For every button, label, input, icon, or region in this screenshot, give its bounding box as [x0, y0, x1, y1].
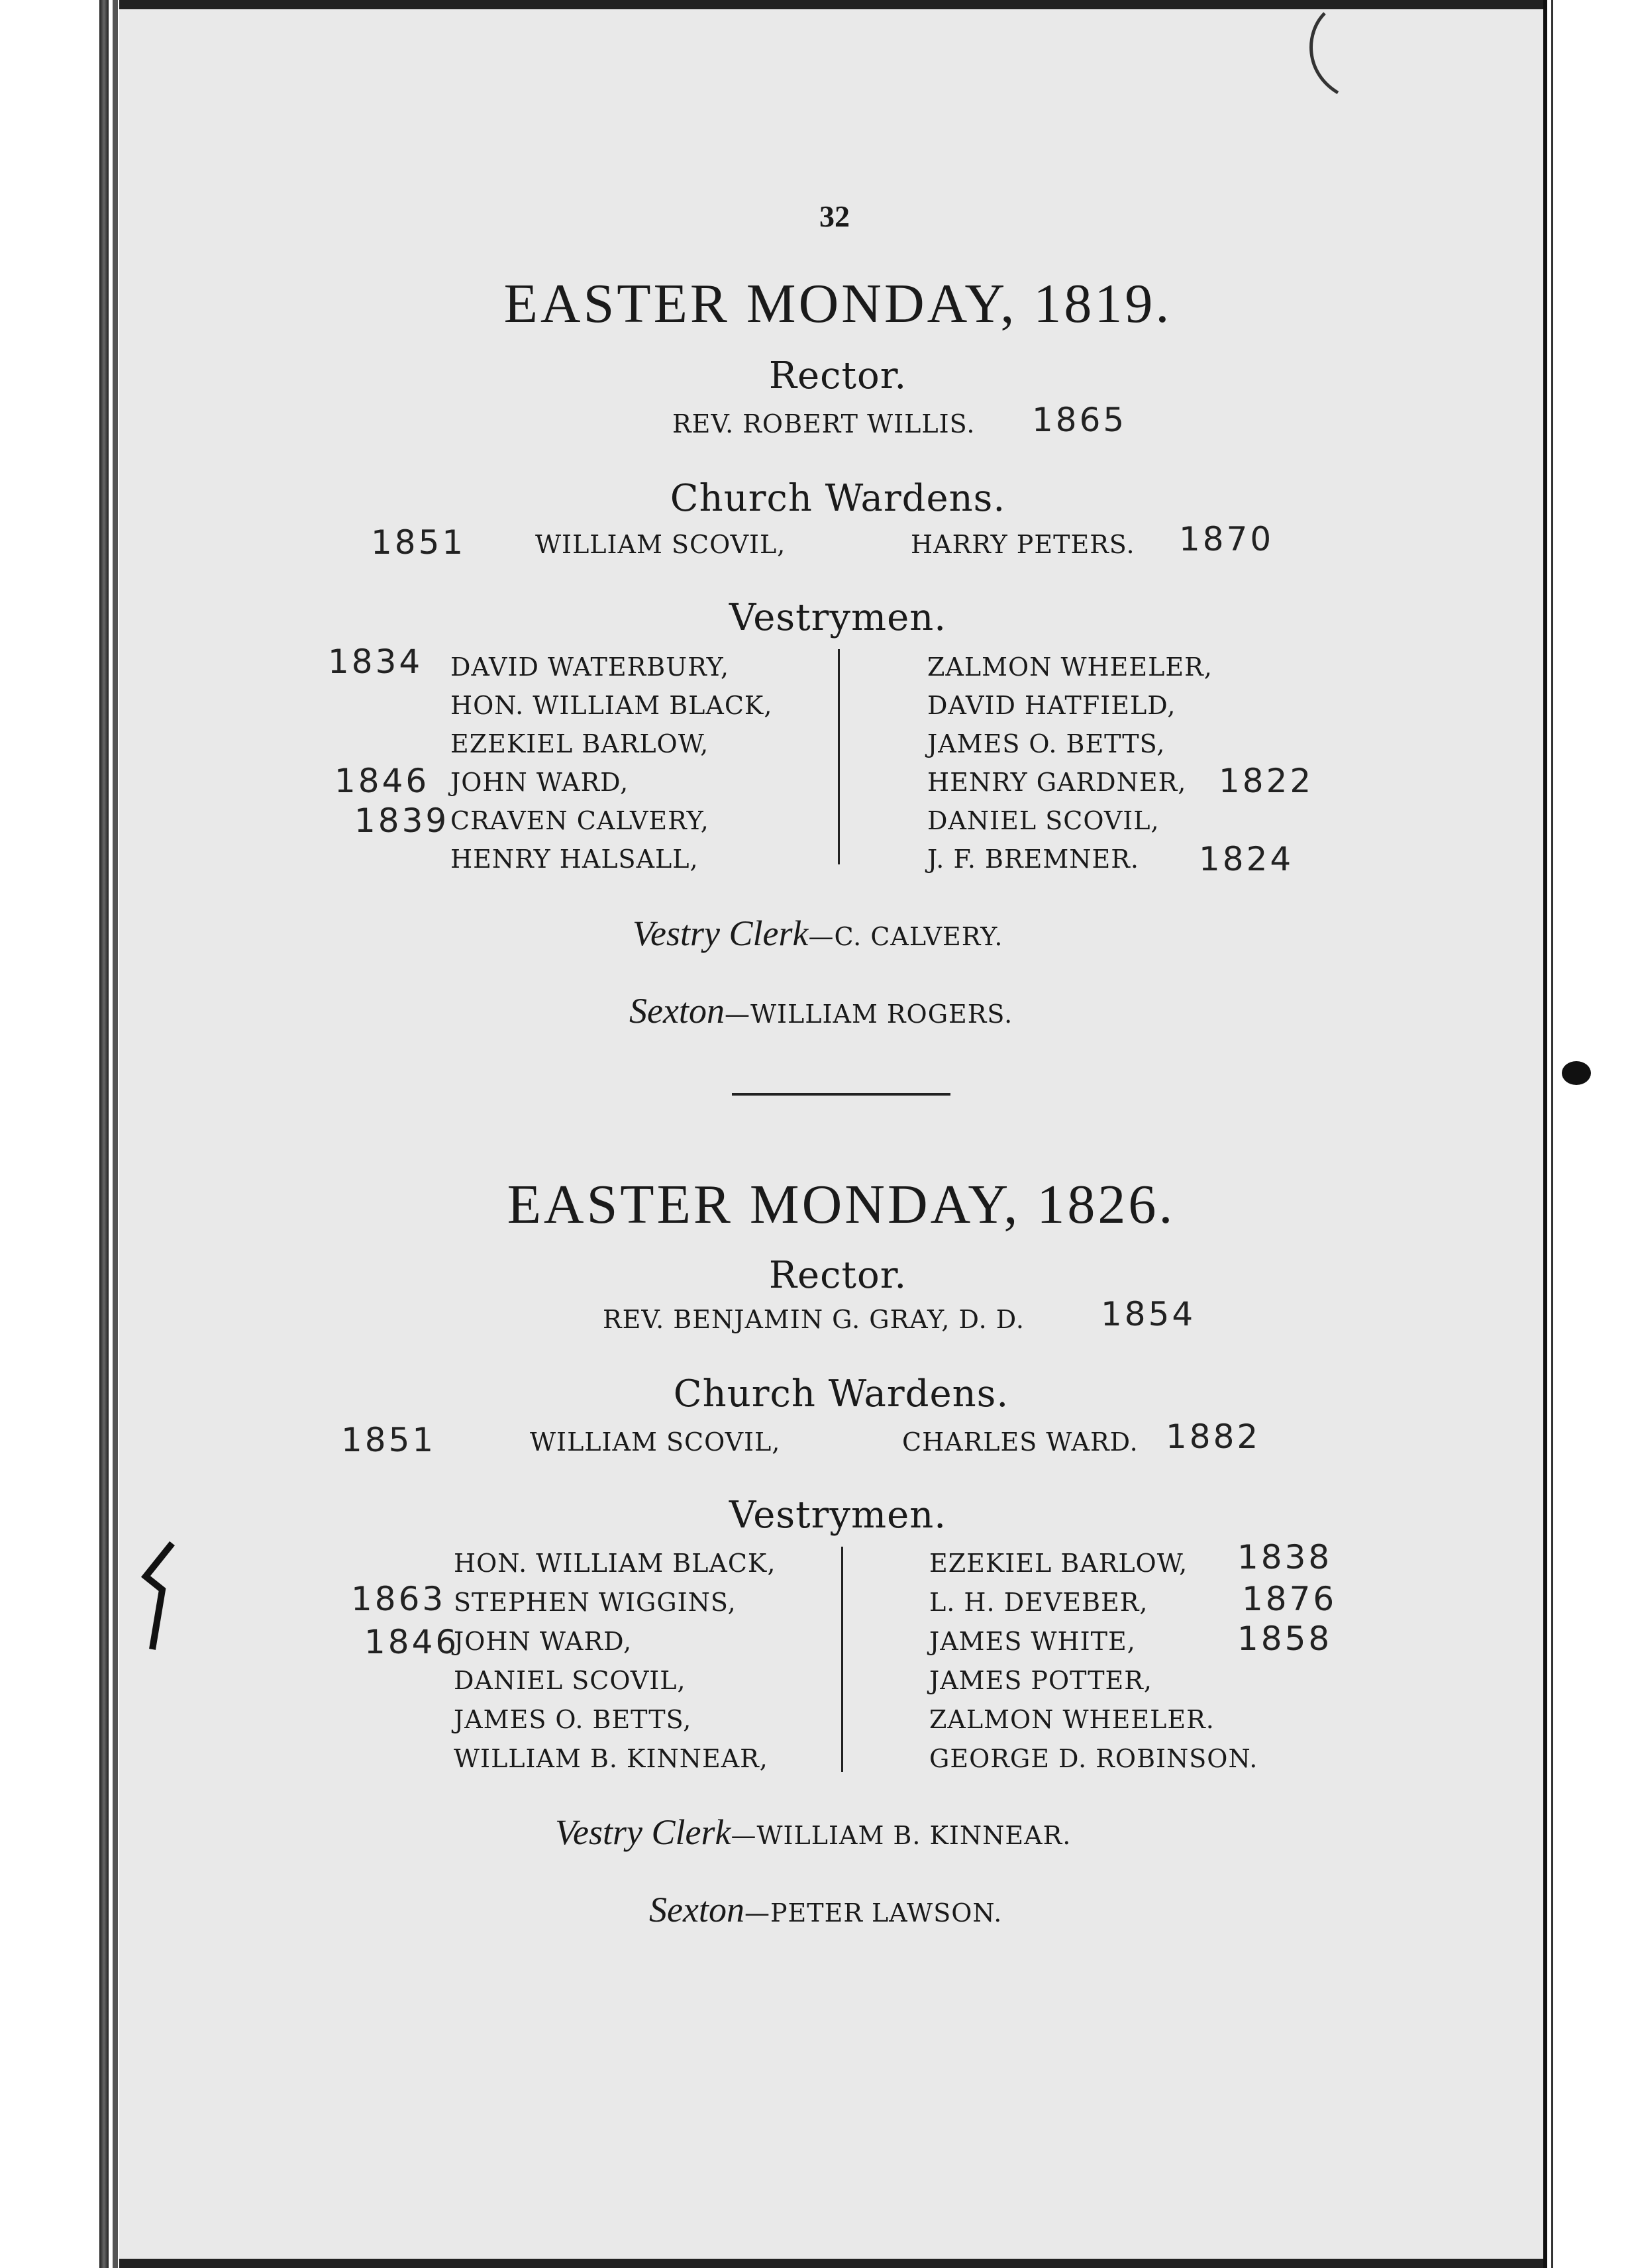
sexton-label: Sexton	[629, 991, 725, 1031]
list-item: ZALMON WHEELER.	[929, 1705, 1215, 1734]
section1-vestry-clerk	[633, 913, 1003, 954]
section2-column-divider	[841, 1547, 843, 1772]
section2-vestry-heading: Vestrymen.	[729, 1494, 947, 1537]
section2-vestry-note-1: 1863	[351, 1580, 446, 1618]
section1-warden-left-note: 1851	[371, 523, 466, 562]
section2-warden-right-note: 1882	[1166, 1418, 1261, 1456]
section1-vestry-note-4: 1839	[354, 801, 450, 840]
list-item: J. F. BREMNER.	[927, 845, 1139, 874]
section1-sexton	[629, 990, 1013, 1031]
list-item: DANIEL SCOVIL,	[454, 1666, 686, 1695]
list-item: JAMES POTTER,	[929, 1666, 1152, 1695]
section1-wardens-heading: Church Wardens.	[670, 477, 1006, 520]
vestry-clerk-label: Vestry Clerk	[555, 1812, 731, 1852]
section2-warden-right: CHARLES WARD.	[902, 1427, 1139, 1457]
section1-column-divider	[838, 649, 840, 864]
list-item: JAMES O. BETTS,	[927, 729, 1166, 758]
ink-blot	[1556, 1053, 1596, 1093]
scan-margin-right	[1543, 0, 1632, 2268]
scan-mark-top	[1298, 7, 1351, 99]
list-item: WILLIAM B. KINNEAR,	[454, 1744, 768, 1773]
list-item: DANIEL SCOVIL,	[927, 806, 1160, 835]
list-item: JAMES O. BETTS,	[454, 1705, 692, 1734]
section1-vestry-right-note-3: 1822	[1219, 762, 1314, 800]
section2-rector-name: REV. BENJAMIN G. GRAY, D. D.	[603, 1305, 1025, 1334]
list-item: JOHN WARD,	[450, 768, 629, 797]
section2-rector-heading: Rector.	[768, 1254, 907, 1297]
section2-sexton	[649, 1889, 1002, 1930]
section1-vestry-note-3: 1846	[334, 762, 430, 800]
section2-rector-note: 1854	[1101, 1295, 1196, 1333]
list-item: CRAVEN CALVERY,	[450, 806, 709, 835]
list-item: L. H. DEVEBER,	[929, 1588, 1148, 1617]
page-edge	[99, 0, 109, 2268]
section1-warden-left: WILLIAM SCOVIL,	[535, 530, 786, 559]
section1-vestry-note-0: 1834	[328, 643, 423, 681]
section2-warden-left-note: 1851	[341, 1421, 436, 1459]
list-item: HON. WILLIAM BLACK,	[450, 691, 773, 720]
scan-bottom-edge	[119, 2259, 1543, 2268]
section1-rector-note: 1865	[1032, 401, 1127, 439]
section1-warden-right-note: 1870	[1179, 520, 1274, 558]
list-item: GEORGE D. ROBINSON.	[929, 1744, 1258, 1773]
binding-line	[1543, 0, 1547, 2268]
sexton-label: Sexton	[649, 1890, 744, 1930]
section2-vestry-clerk	[555, 1812, 1071, 1853]
list-item: ZALMON WHEELER,	[927, 652, 1213, 682]
scan-margin-left	[0, 0, 116, 2268]
sexton-name: —PETER LAWSON.	[744, 1898, 1003, 1928]
section2-title: EASTER MONDAY, 1826.	[507, 1174, 1176, 1235]
binding-line-inner	[1551, 0, 1553, 2268]
section1-vestry-heading: Vestrymen.	[729, 596, 947, 639]
section-divider-rule	[732, 1093, 950, 1096]
sexton-name: —WILLIAM ROGERS.	[724, 1000, 1013, 1029]
section2-vestry-right-note-2: 1858	[1237, 1620, 1333, 1658]
section2-vestry-right-note-1: 1876	[1242, 1580, 1337, 1618]
list-item: JOHN WARD,	[454, 1627, 633, 1656]
section1-rector-heading: Rector.	[768, 354, 907, 397]
vestry-clerk-name: —C. CALVERY.	[808, 922, 1003, 951]
list-item: JAMES WHITE,	[929, 1627, 1136, 1656]
vestry-clerk-name: —WILLIAM B. KINNEAR.	[731, 1821, 1072, 1850]
vestry-clerk-label: Vestry Clerk	[633, 913, 809, 953]
list-item: HON. WILLIAM BLACK,	[454, 1549, 776, 1578]
section2-wardens-heading: Church Wardens.	[673, 1372, 1009, 1416]
section1-rector-name: REV. ROBERT WILLIS.	[672, 409, 976, 438]
section1-vestry-right-note-5: 1824	[1199, 840, 1294, 878]
page-edge-inner	[113, 0, 118, 2268]
list-item: EZEKIEL BARLOW,	[450, 729, 709, 758]
section2-vestry-note-2: 1846	[364, 1623, 460, 1661]
section1-warden-right: HARRY PETERS.	[911, 530, 1135, 559]
section1-title: EASTER MONDAY, 1819.	[503, 273, 1172, 335]
pencil-mark	[132, 1537, 192, 1656]
list-item: HENRY HALSALL,	[450, 845, 699, 874]
list-item: DAVID WATERBURY,	[450, 652, 729, 682]
page-number: 32	[819, 199, 850, 233]
list-item: HENRY GARDNER,	[927, 768, 1187, 797]
section2-warden-left: WILLIAM SCOVIL,	[530, 1427, 781, 1457]
list-item: EZEKIEL BARLOW,	[929, 1549, 1188, 1578]
section2-vestry-right-note-0: 1838	[1237, 1538, 1333, 1576]
list-item: DAVID HATFIELD,	[927, 691, 1176, 720]
list-item: STEPHEN WIGGINS,	[454, 1588, 737, 1617]
